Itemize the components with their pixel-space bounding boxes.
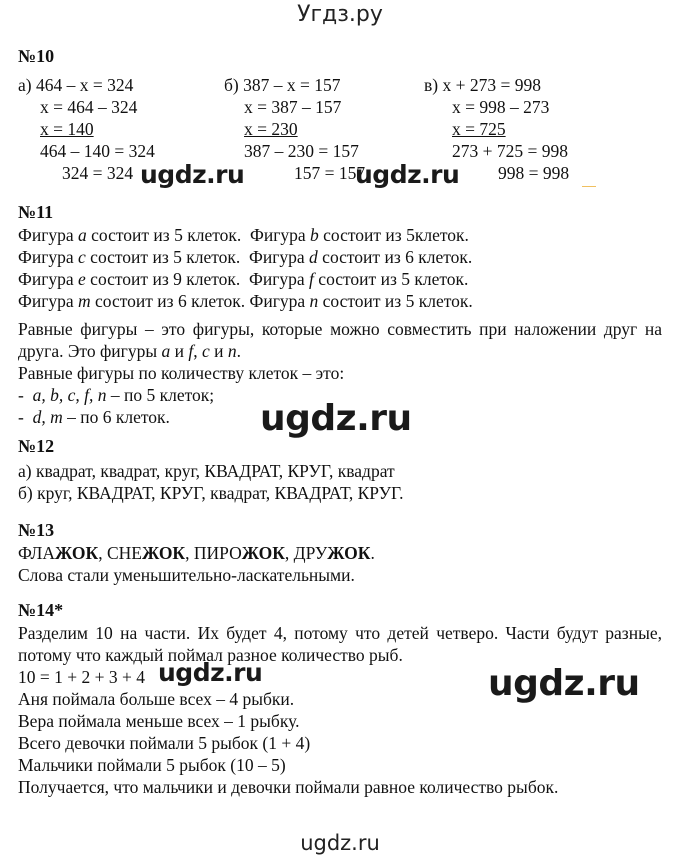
figure-row	[18, 224, 662, 246]
text: Фигура	[250, 225, 306, 245]
task-13-answers	[18, 542, 662, 586]
text: 6 клеток.	[405, 247, 473, 267]
figure-letters: d, m	[32, 407, 63, 427]
figure-letter: f	[309, 269, 314, 289]
text-line: 10 = 1 + 2 + 3 + 4	[18, 667, 145, 687]
text: и	[174, 341, 184, 361]
text: Фигура	[18, 269, 74, 289]
task-12-answers	[18, 460, 662, 504]
task-14-title: №14*	[18, 600, 64, 620]
figure-letter: c	[78, 247, 86, 267]
task-10-title: №10	[18, 46, 55, 66]
figure-row	[18, 268, 662, 290]
text: ,	[284, 543, 294, 563]
text: .	[370, 543, 375, 563]
equation-line: в) x + 273 = 998	[424, 75, 541, 95]
figure-row	[18, 246, 662, 268]
text: 5клеток.	[406, 225, 469, 245]
watermark: ugdz.ru	[158, 658, 263, 687]
figure-letter: f	[188, 341, 194, 361]
figure-letter: m	[78, 291, 91, 311]
text: состоит из	[90, 247, 169, 267]
text-line: Аня поймала больше всех – 4 рыбки.	[18, 689, 295, 709]
text-line: Слова стали уменьшительно-ласкательными.	[18, 565, 355, 585]
figure-letter: d	[309, 247, 318, 267]
suffix: ЖОК	[55, 543, 99, 563]
text: Фигура	[249, 291, 306, 311]
text: ,	[98, 543, 107, 563]
text: -	[18, 407, 24, 427]
count-line: Равные фигуры по количеству клеток – это:	[18, 363, 345, 383]
answer-line: б) круг, КВАДРАТ, КРУГ, квадрат, КВАДРАТ, КРУГ.	[18, 483, 404, 503]
site-header: Угдз.ру	[297, 2, 383, 27]
answer-line: x = 140	[40, 119, 94, 139]
task-10-column-a	[18, 74, 155, 184]
text: состоит из	[322, 247, 401, 267]
suffix: ЖОК	[241, 543, 285, 563]
task-13-title: №13	[18, 520, 55, 540]
equation-line: а) 464 – x = 324	[18, 75, 134, 95]
answer-line: x = 230	[244, 119, 298, 139]
text: ФЛА	[18, 543, 56, 563]
text: 6 клеток.	[177, 291, 246, 311]
text: 5 клеток.	[405, 291, 473, 311]
figure-letter: n	[227, 341, 237, 361]
text: Фигура	[249, 269, 305, 289]
text: ,	[185, 543, 194, 563]
text: .	[236, 341, 242, 361]
figure-letter: a	[78, 225, 87, 245]
figure-letters: a, b, c, f, n	[32, 385, 107, 405]
figure-letter: c	[201, 341, 210, 361]
text: 5 клеток.	[401, 269, 469, 289]
text: 9 клеток.	[173, 269, 241, 289]
check-line: 387 – 230 = 157	[244, 141, 359, 161]
check-line: 324 = 324	[62, 163, 134, 183]
answer-line: а) квадрат, квадрат, круг, КВАДРАТ, КРУГ, квадрат	[18, 461, 395, 481]
answer-line: x = 725	[452, 119, 506, 139]
text: -	[18, 385, 24, 405]
figure-row	[18, 290, 662, 312]
text: – по 5 клеток;	[110, 385, 215, 405]
site-footer: ugdz.ru	[300, 831, 380, 855]
text: Фигура	[249, 247, 305, 267]
equation-line: б) 387 – x = 157	[224, 75, 341, 95]
equation-line: x = 387 – 157	[244, 97, 342, 117]
task-12-title: №12	[18, 436, 55, 456]
text: СНЕ	[106, 543, 142, 563]
text: состоит из	[322, 291, 402, 311]
text: – по 6 клеток.	[67, 407, 170, 427]
watermark: ugdz.ru	[488, 663, 640, 704]
watermark: ugdz.ru	[260, 398, 412, 439]
text: состоит из	[318, 269, 397, 289]
text-line: Вера поймала меньше всех – 1 рыбку.	[18, 711, 300, 731]
watermark: ugdz.ru	[140, 160, 245, 189]
text-line: Получается, что мальчики и девочки поймали равное количество рыбок.	[18, 777, 559, 797]
suffix: ЖОК	[141, 543, 186, 563]
suffix: ЖОК	[327, 543, 371, 563]
check-line: 273 + 725 = 998	[452, 141, 568, 161]
words-line	[18, 542, 662, 564]
check-line: 157 = 157	[294, 163, 366, 183]
figure-letter: n	[309, 291, 319, 311]
text: 5 клеток.	[173, 247, 241, 267]
text: ПИРО	[193, 543, 242, 563]
text: состоит из	[323, 225, 402, 245]
task-11-figures	[18, 224, 662, 312]
text: ,	[193, 341, 198, 361]
task-11-paragraph	[18, 318, 662, 362]
text: Фигура	[18, 247, 74, 267]
decorative-mark	[582, 186, 596, 187]
task-11-title: №11	[18, 202, 54, 222]
figure-letter: b	[310, 225, 319, 245]
text-line: Мальчики поймали 5 рыбок (10 – 5)	[18, 755, 286, 775]
text: состоит из	[91, 225, 170, 245]
task-14-paragraph: Разделим 10 на части. Их будет 4, потому что детей четверо. Части будут разные, потому что каждый поймал разное количество рыб.	[18, 623, 662, 665]
figure-letter: e	[78, 269, 86, 289]
text: Фигура	[18, 291, 74, 311]
text: Фигура	[18, 225, 74, 245]
text: Равные фигуры – это фигуры, которые можно совместить при наложении друг на друга. Это фигуры	[18, 319, 662, 361]
text: состоит из	[90, 269, 169, 289]
text: и	[214, 341, 224, 361]
text: 5 клеток.	[174, 225, 242, 245]
figure-letter: a	[161, 341, 171, 361]
watermark: ugdz.ru	[355, 160, 460, 189]
equation-line: x = 998 – 273	[452, 97, 550, 117]
check-line: 998 = 998	[498, 163, 570, 183]
text: ДРУ	[293, 543, 328, 563]
equation-line: x = 464 – 324	[40, 97, 138, 117]
task-10-column-b	[224, 74, 365, 184]
text-line: Всего девочки поймали 5 рыбок (1 + 4)	[18, 733, 311, 753]
text: состоит из	[95, 291, 174, 311]
check-line: 464 – 140 = 324	[40, 141, 155, 161]
